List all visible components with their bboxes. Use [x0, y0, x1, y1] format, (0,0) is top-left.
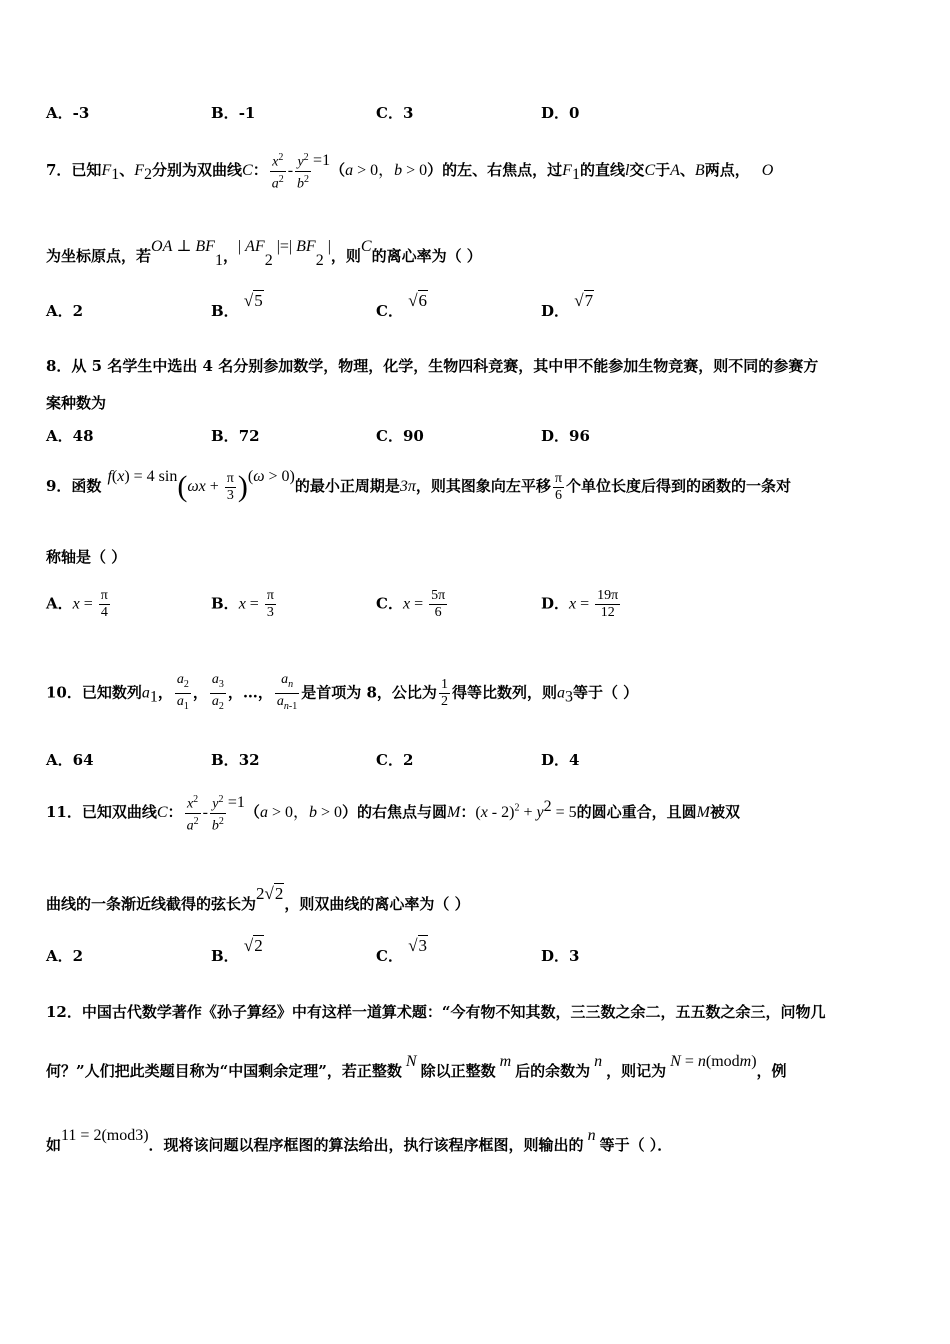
q9-option-d[interactable]: D．x = $\frac{19\pi}{12}$ [541, 588, 619, 620]
q7-option-b[interactable]: B． √5 [211, 291, 263, 320]
q9-option-b[interactable]: B．x = $\frac{\pi}{3}$ [211, 588, 274, 620]
q10-option-a[interactable]: A．64 [46, 751, 94, 769]
q9-line1: 9．函数f(x) = 4 sin(ωx + $\frac{\pi}{3}$ )(ω > 0)的最小正周期是3π，则其图象向左平移 $\frac{\pi}{6}$ 个单位长度后得到的函数的一条对 [46, 468, 791, 503]
q10-option-c[interactable]: C．2 [376, 751, 414, 769]
q6-option-c[interactable]: C．3 [376, 104, 414, 122]
q12-line2: 何？”人们把此类题目称为“中国剩余定理”，若正整数N除以正整数m后的余数为n，则记为N = n(modm)，例 [46, 1053, 787, 1080]
q10-options [46, 749, 906, 779]
q11-option-b[interactable]: B． √2 [211, 936, 263, 965]
q11-option-a[interactable]: A．2 [46, 947, 84, 965]
q8-line1: 8．从 5 名学生中选出 4 名分别参加数学，物理，化学，生物四科竞赛，其中甲不能参加生物竞赛，则不同的参赛方 [46, 357, 819, 375]
q7-line1: 7．已知$F_1$、$F_2$分别为双曲线C： $\frac{x^2}{a^2}$ - $\frac{y^2}{b^2}$ =1（a > 0，b > 0）的左、右焦点，过$F_1$的直线l交C于A、B两点， O [46, 152, 774, 192]
q9-option-a[interactable]: A．x = $\frac{\pi}{4}$ [46, 588, 108, 620]
q8-line2: 案种数为 [46, 394, 107, 412]
q7-line2: 为坐标原点，若OA ⊥ $BF_1$，| $AF_2$ |=| $BF_2$ |，则C的离心率为（ ） [46, 238, 482, 269]
q10-line1: 10．已知数列$a_1$， $\frac{a_2}{a_1}$ ， $\frac{a_3}{a_2}$ ，…， $\frac{a_n}{a_{n-1}}$ 是首项为 8，公比为 $\frac{1}{2}$ 得等比数列，则$a_3$等于（ ） [46, 672, 639, 712]
q6-option-a[interactable]: A．-3 [46, 104, 90, 122]
q6-option-d[interactable]: D．0 [541, 104, 580, 122]
q9-options [46, 588, 906, 618]
q8-option-b[interactable]: B．72 [211, 427, 260, 445]
q8-option-d[interactable]: D．96 [541, 427, 590, 445]
q10-option-b[interactable]: B．32 [211, 751, 260, 769]
q6-option-b[interactable]: B．-1 [211, 104, 256, 122]
q11-options [46, 936, 906, 975]
q7-option-d[interactable]: D． √7 [541, 291, 594, 320]
q12-line3: 如11 = 2(mod3)．现将该问题以程序框图的算法给出，执行该程序框图，则输出的n等于（ ）． [46, 1127, 673, 1154]
q11-line1: 11．已知双曲线C： $\frac{x^2}{a^2}$ - $\frac{y^2}{b^2}$ =1（a > 0，b > 0）的右焦点与圆M：$(x - 2)^2 + y^2 = 5$的圆心重合，且圆M被双 [46, 794, 740, 834]
q6-options [46, 102, 906, 132]
q7-option-a[interactable]: A．2 [46, 302, 84, 320]
q8-option-c[interactable]: C．90 [376, 427, 424, 445]
q12-line1: 12．中国古代数学著作《孙子算经》中有这样一道算术题：“今有物不知其数，三三数之余二，五五数之余三，问物几 [46, 1003, 826, 1021]
q11-option-c[interactable]: C． √3 [376, 936, 428, 965]
q11-line2: 曲线的一条渐近线截得的弦长为2√2，则双曲线的离心率为（ ） [46, 884, 470, 913]
q7-options [46, 291, 906, 330]
q11-option-d[interactable]: D．3 [541, 947, 580, 965]
q10-option-d[interactable]: D．4 [541, 751, 580, 769]
q9-line2: 称轴是（ ） [46, 548, 127, 566]
q9-option-c[interactable]: C．x = $\frac{5\pi}{6}$ [376, 588, 446, 620]
q8-options [46, 425, 906, 455]
q8-option-a[interactable]: A．48 [46, 427, 94, 445]
q7-option-c[interactable]: C． √6 [376, 291, 428, 320]
